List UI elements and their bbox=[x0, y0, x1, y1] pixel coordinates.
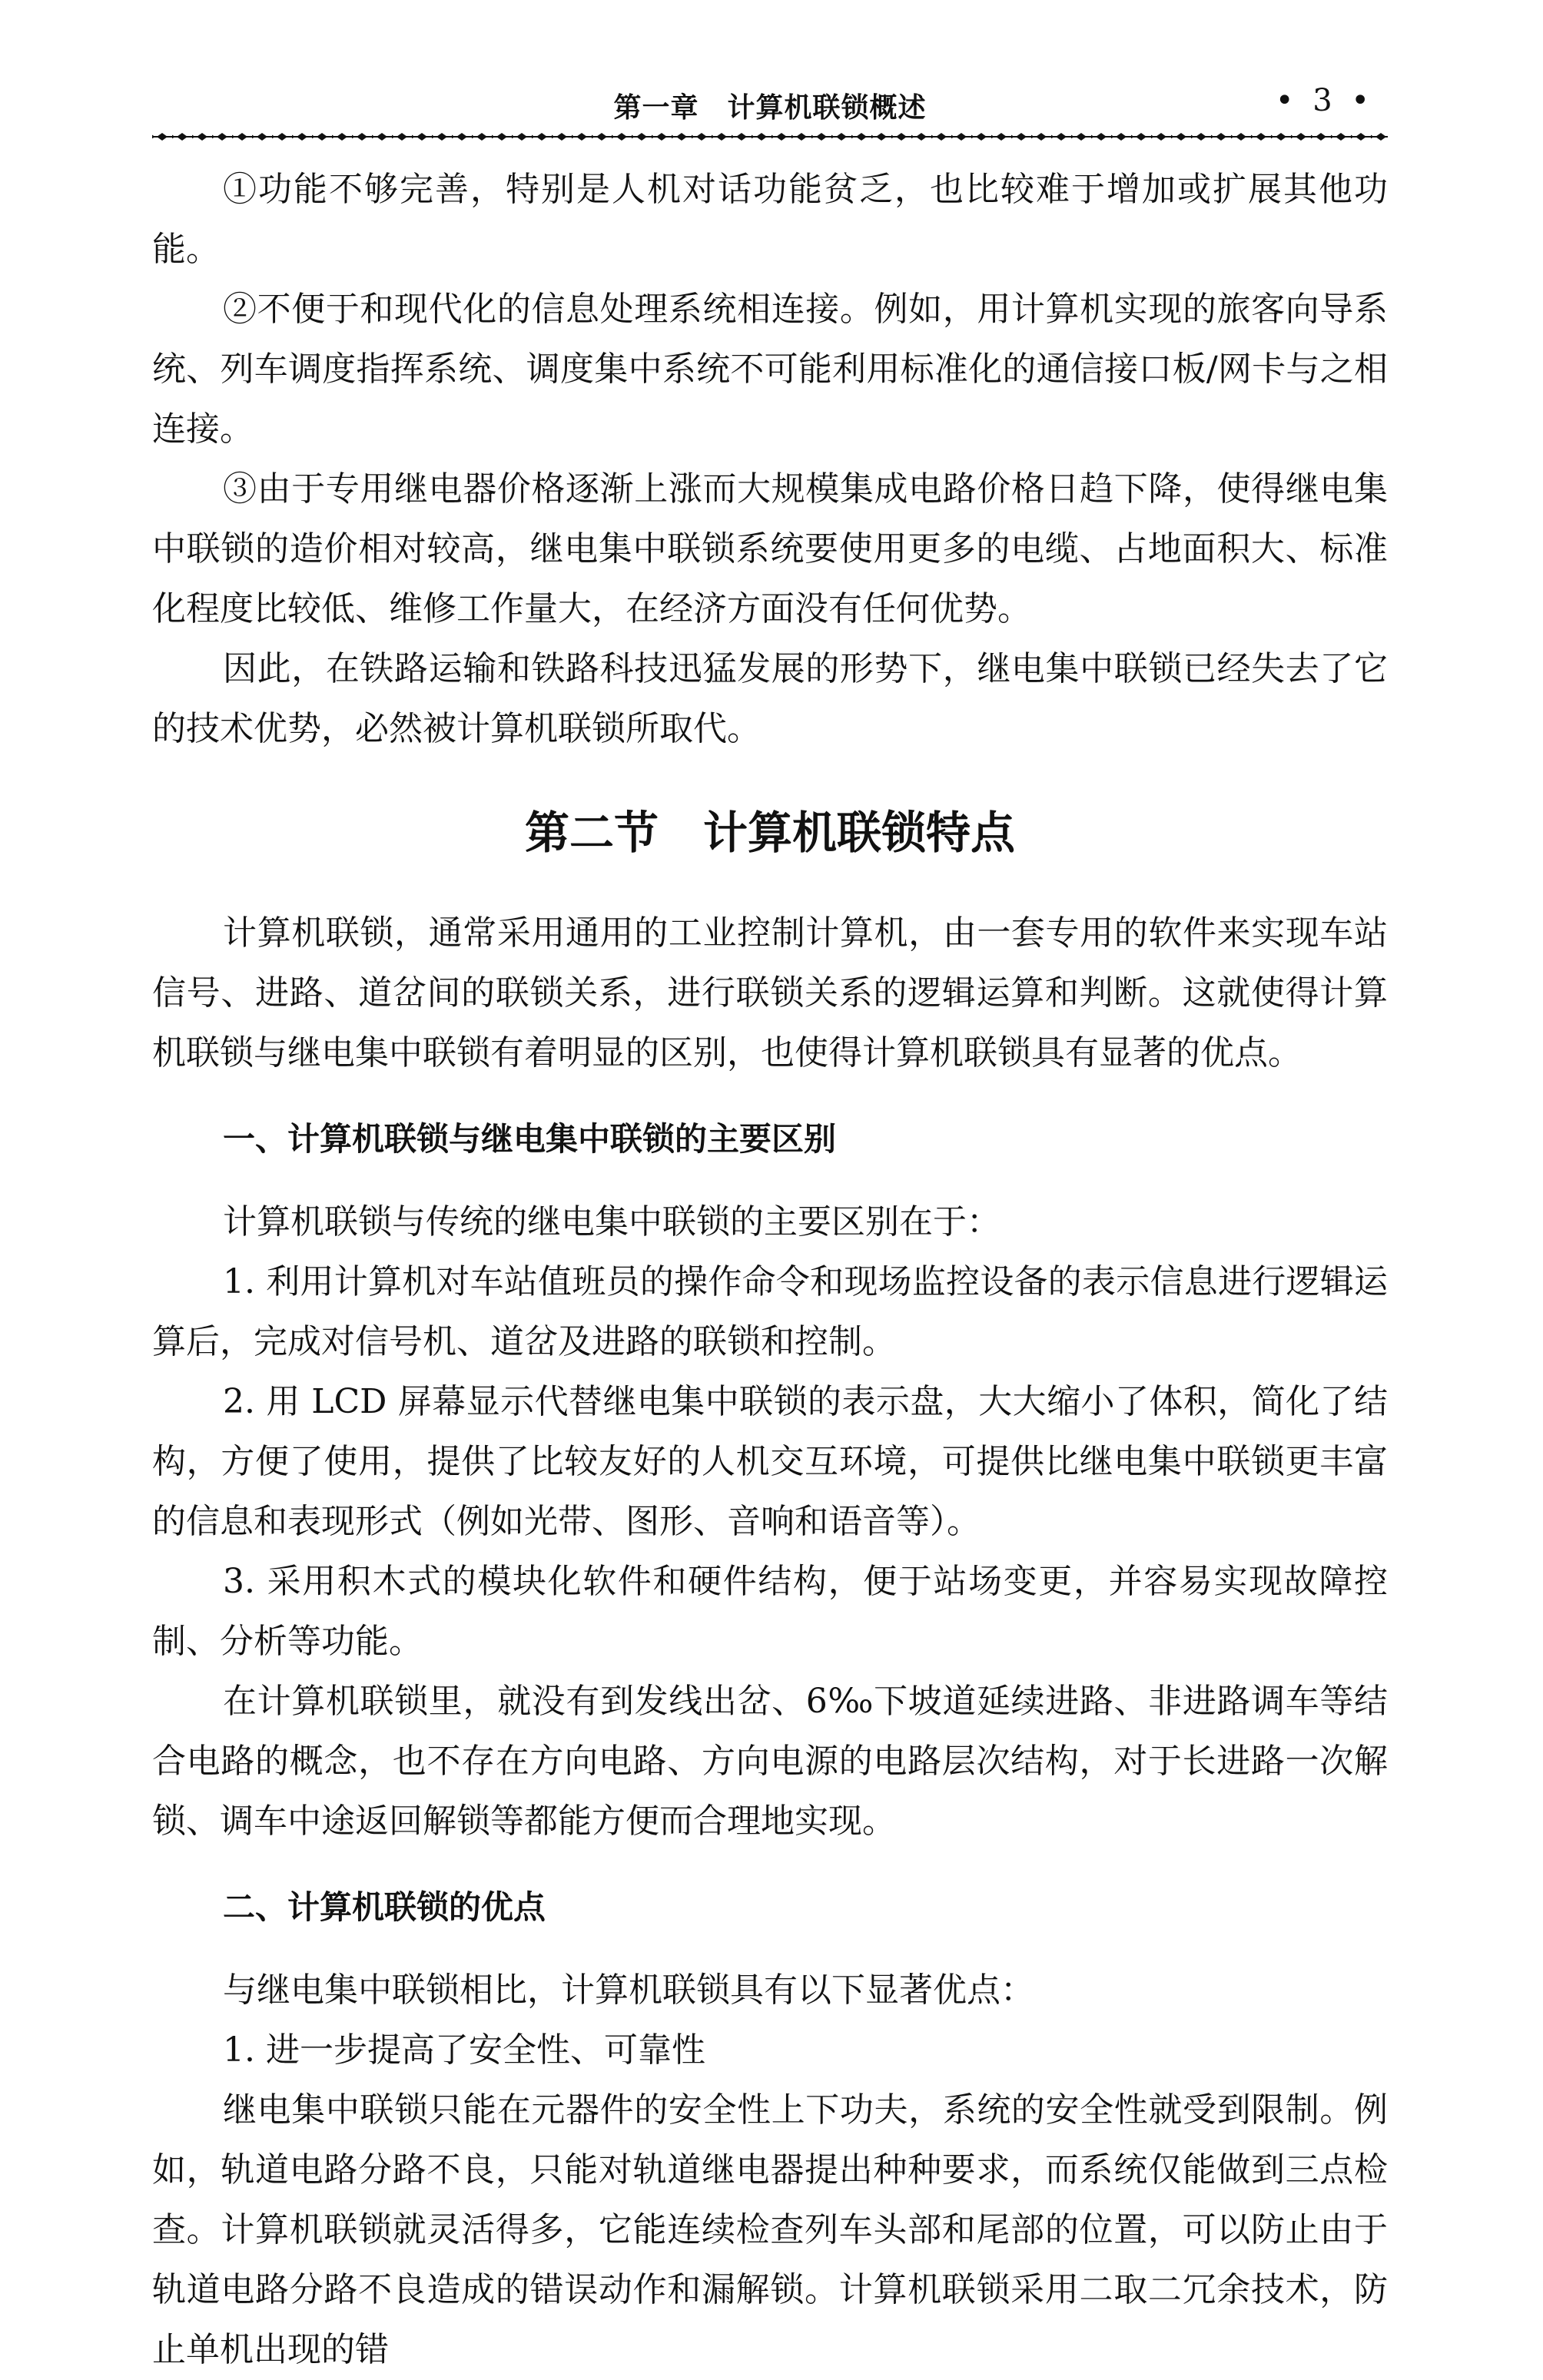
paragraph-intro: 计算机联锁，通常采用通用的工业控制计算机，由一套专用的软件来实现车站信号、进路、道岔间的联锁关系，进行联锁关系的逻辑运算和判断。这就使得计算机联锁与继电集中联锁有着明显的区别，也使得计算机联锁具有显著的优点。 bbox=[152, 913, 1388, 1072]
paragraph-difference-2: 2. 用 LCD 屏幕显示代替继电集中联锁的表示盘，大大缩小了体积，简化了结构，方便了使用，提供了比较友好的人机交互环境，可提供比继电集中联锁更丰富的信息和表现形式（例如光带、图形、音响和语音等）。 bbox=[152, 1382, 1388, 1541]
subheading-advantages: 二、计算机联锁的优点 bbox=[223, 1888, 546, 1926]
running-header bbox=[152, 83, 1388, 129]
paragraph-shortcoming-1: ①功能不够完善，特别是人机对话功能贫乏，也比较难于增加或扩展其他功能。 bbox=[152, 170, 1388, 269]
paragraph-conclusion: 因此，在铁路运输和铁路科技迅猛发展的形势下，继电集中联锁已经失去了它的技术优势，必然被计算机联锁所取代。 bbox=[152, 649, 1388, 748]
subheading-differences: 一、计算机联锁与继电集中联锁的主要区别 bbox=[223, 1120, 837, 1158]
paragraph-shortcoming-2: ②不便于和现代化的信息处理系统相连接。例如，用计算机实现的旅客向导系统、列车调度指挥系统、调度集中系统不可能利用标准化的通信接口板/网卡与之相连接。 bbox=[152, 290, 1388, 449]
paragraph-difference-3: 3. 采用积木式的模块化软件和硬件结构，便于站场变更，并容易实现故障控制、分析等功能。 bbox=[152, 1562, 1388, 1661]
paragraph-differences-lead: 计算机联锁与传统的继电集中联锁的主要区别在于： bbox=[223, 1202, 1000, 1241]
page-body bbox=[152, 160, 1388, 2380]
paragraph-difference-1: 1. 利用计算机对车站值班员的操作命令和现场监控设备的表示信息进行逻辑运算后，完成对信号机、道岔及进路的联锁和控制。 bbox=[152, 1262, 1388, 1361]
paragraph-difference-summary: 在计算机联锁里，就没有到发线出岔、6‰下坡道延续进路、非进路调车等结合电路的概念，也不存在方向电路、方向电源的电路层次结构，对于长进路一次解锁、调车中途返回解锁等都能方便而合理地实现。 bbox=[152, 1682, 1388, 1841]
page-number: • 3 • bbox=[1275, 83, 1374, 118]
chapter-title: 第一章 计算机联锁概述 bbox=[613, 92, 927, 124]
paragraph-advantage-1-body: 继电集中联锁只能在元器件的安全性上下功夫，系统的安全性就受到限制。例如，轨道电路分路不良，只能对轨道继电器提出种种要求，而系统仅能做到三点检查。计算机联锁就灵活得多，它能连续检查列车头部和尾部的位置，可以防止由于轨道电路分路不良造成的错误动作和漏解锁。计算机联锁采用二取二冗余技术，防止单机出现的错 bbox=[152, 2090, 1388, 2369]
section-title: 第二节 计算机联锁特点 bbox=[524, 807, 1015, 859]
paragraph-advantages-lead: 与继电集中联锁相比，计算机联锁具有以下显著优点： bbox=[223, 1971, 1034, 2010]
paragraph-shortcoming-3: ③由于专用继电器价格逐渐上涨而大规模集成电路价格日趋下降，使得继电集中联锁的造价相对较高，继电集中联锁系统要使用更多的电缆、占地面积大、标准化程度比较低、维修工作量大，在经济方面没有任何优势。 bbox=[152, 469, 1388, 628]
decorative-header-rule bbox=[152, 131, 1388, 143]
paragraph-advantage-1-title: 1. 进一步提高了安全性、可靠性 bbox=[223, 2030, 705, 2070]
